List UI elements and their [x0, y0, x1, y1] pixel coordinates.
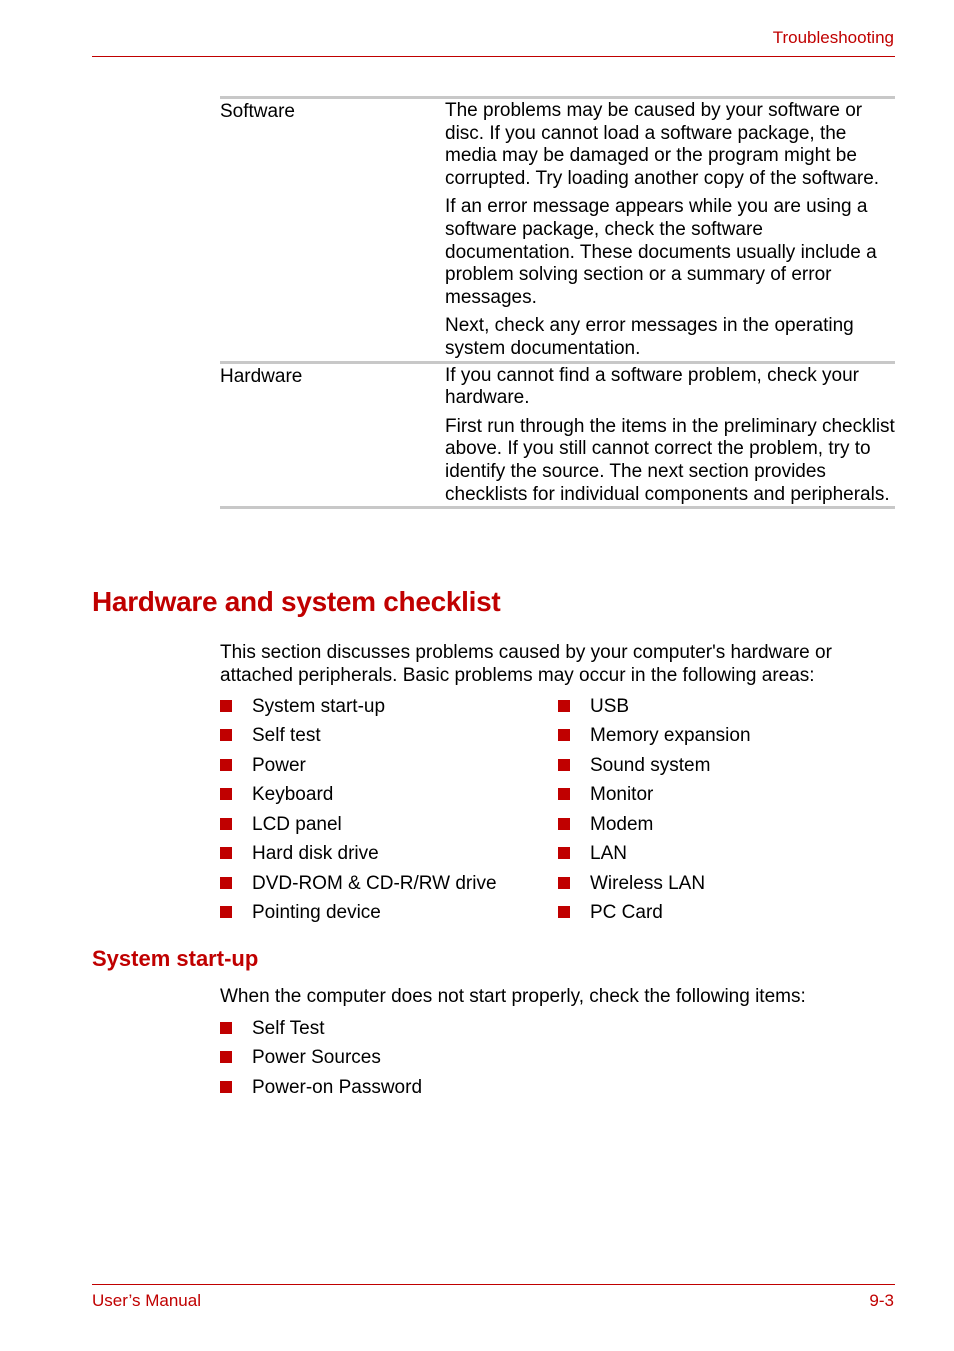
- list-item: System start-up: [220, 692, 497, 722]
- running-header: Troubleshooting: [772, 28, 894, 47]
- square-bullet-icon: [220, 700, 232, 712]
- areas-list-right: [558, 692, 751, 928]
- startup-items-list: [220, 1014, 422, 1103]
- table-paragraph: The problems may be caused by your software or disc. If you cannot load a software package, the media may be damaged or the program might be corrupted. Try loading another copy of the software.: [445, 100, 880, 189]
- list-item: LAN: [558, 840, 751, 870]
- troubleshooting-table: [220, 96, 895, 509]
- square-bullet-icon: [220, 788, 232, 800]
- square-bullet-icon: [558, 818, 570, 830]
- square-bullet-icon: [558, 847, 570, 859]
- table-row: [220, 96, 895, 361]
- footer-manual-title: User’s Manual: [92, 1291, 201, 1310]
- list-item: Self test: [220, 722, 497, 752]
- square-bullet-icon: [558, 759, 570, 771]
- table-row: [220, 361, 895, 510]
- square-bullet-icon: [558, 906, 570, 918]
- subsection-text: When the computer does not start properly, check the following items:: [220, 986, 806, 1007]
- square-bullet-icon: [220, 759, 232, 771]
- square-bullet-icon: [220, 729, 232, 741]
- list-item: Monitor: [558, 781, 751, 811]
- list-item: Power-on Password: [220, 1073, 422, 1103]
- square-bullet-icon: [220, 1022, 232, 1034]
- list-item: PC Card: [558, 899, 751, 929]
- table-row-description: [445, 99, 895, 361]
- square-bullet-icon: [220, 1081, 232, 1093]
- square-bullet-icon: [558, 788, 570, 800]
- table-paragraph: First run through the items in the preliminary checklist above. If you still cannot correct the problem, try to identify the source. The next section provides checklists for individual components and peripherals.: [445, 415, 895, 505]
- square-bullet-icon: [220, 818, 232, 830]
- table-paragraph: If you cannot find a software problem, check your hardware.: [445, 364, 859, 409]
- header-rule: [92, 56, 895, 57]
- list-item: Power: [220, 751, 497, 781]
- list-item: Power Sources: [220, 1044, 422, 1074]
- square-bullet-icon: [220, 847, 232, 859]
- list-item: Hard disk drive: [220, 840, 497, 870]
- table-row-label: Hardware: [220, 365, 303, 387]
- list-item: Wireless LAN: [558, 869, 751, 899]
- list-item: Memory expansion: [558, 722, 751, 752]
- square-bullet-icon: [558, 700, 570, 712]
- list-item: Sound system: [558, 751, 751, 781]
- list-item: Keyboard: [220, 781, 497, 811]
- list-item: Modem: [558, 810, 751, 840]
- list-item: Self Test: [220, 1014, 422, 1044]
- square-bullet-icon: [220, 906, 232, 918]
- table-row-label: Software: [220, 101, 295, 122]
- list-item: Pointing device: [220, 899, 497, 929]
- square-bullet-icon: [558, 729, 570, 741]
- square-bullet-icon: [220, 1051, 232, 1063]
- areas-list-left: [220, 692, 497, 928]
- square-bullet-icon: [220, 877, 232, 889]
- page-number: 9-3: [869, 1291, 894, 1310]
- table-paragraph: Next, check any error messages in the operating system documentation.: [445, 315, 854, 359]
- list-item: DVD-ROM & CD-R/RW drive: [220, 869, 497, 899]
- section-intro: This section discusses problems caused by your computer's hardware or attached peripherals. Basic problems may occur in the following areas:: [220, 642, 832, 686]
- table-paragraph: If an error message appears while you are using a software package, check the software documentation. These documents usually include a problem solving section or a summary of error messages.: [445, 196, 877, 308]
- subsection-heading: System start-up: [92, 946, 259, 971]
- square-bullet-icon: [558, 877, 570, 889]
- list-item: LCD panel: [220, 810, 497, 840]
- footer-rule: [92, 1284, 895, 1285]
- section-heading: Hardware and system checklist: [92, 586, 501, 617]
- list-item: USB: [558, 692, 751, 722]
- table-row-description: [445, 364, 895, 507]
